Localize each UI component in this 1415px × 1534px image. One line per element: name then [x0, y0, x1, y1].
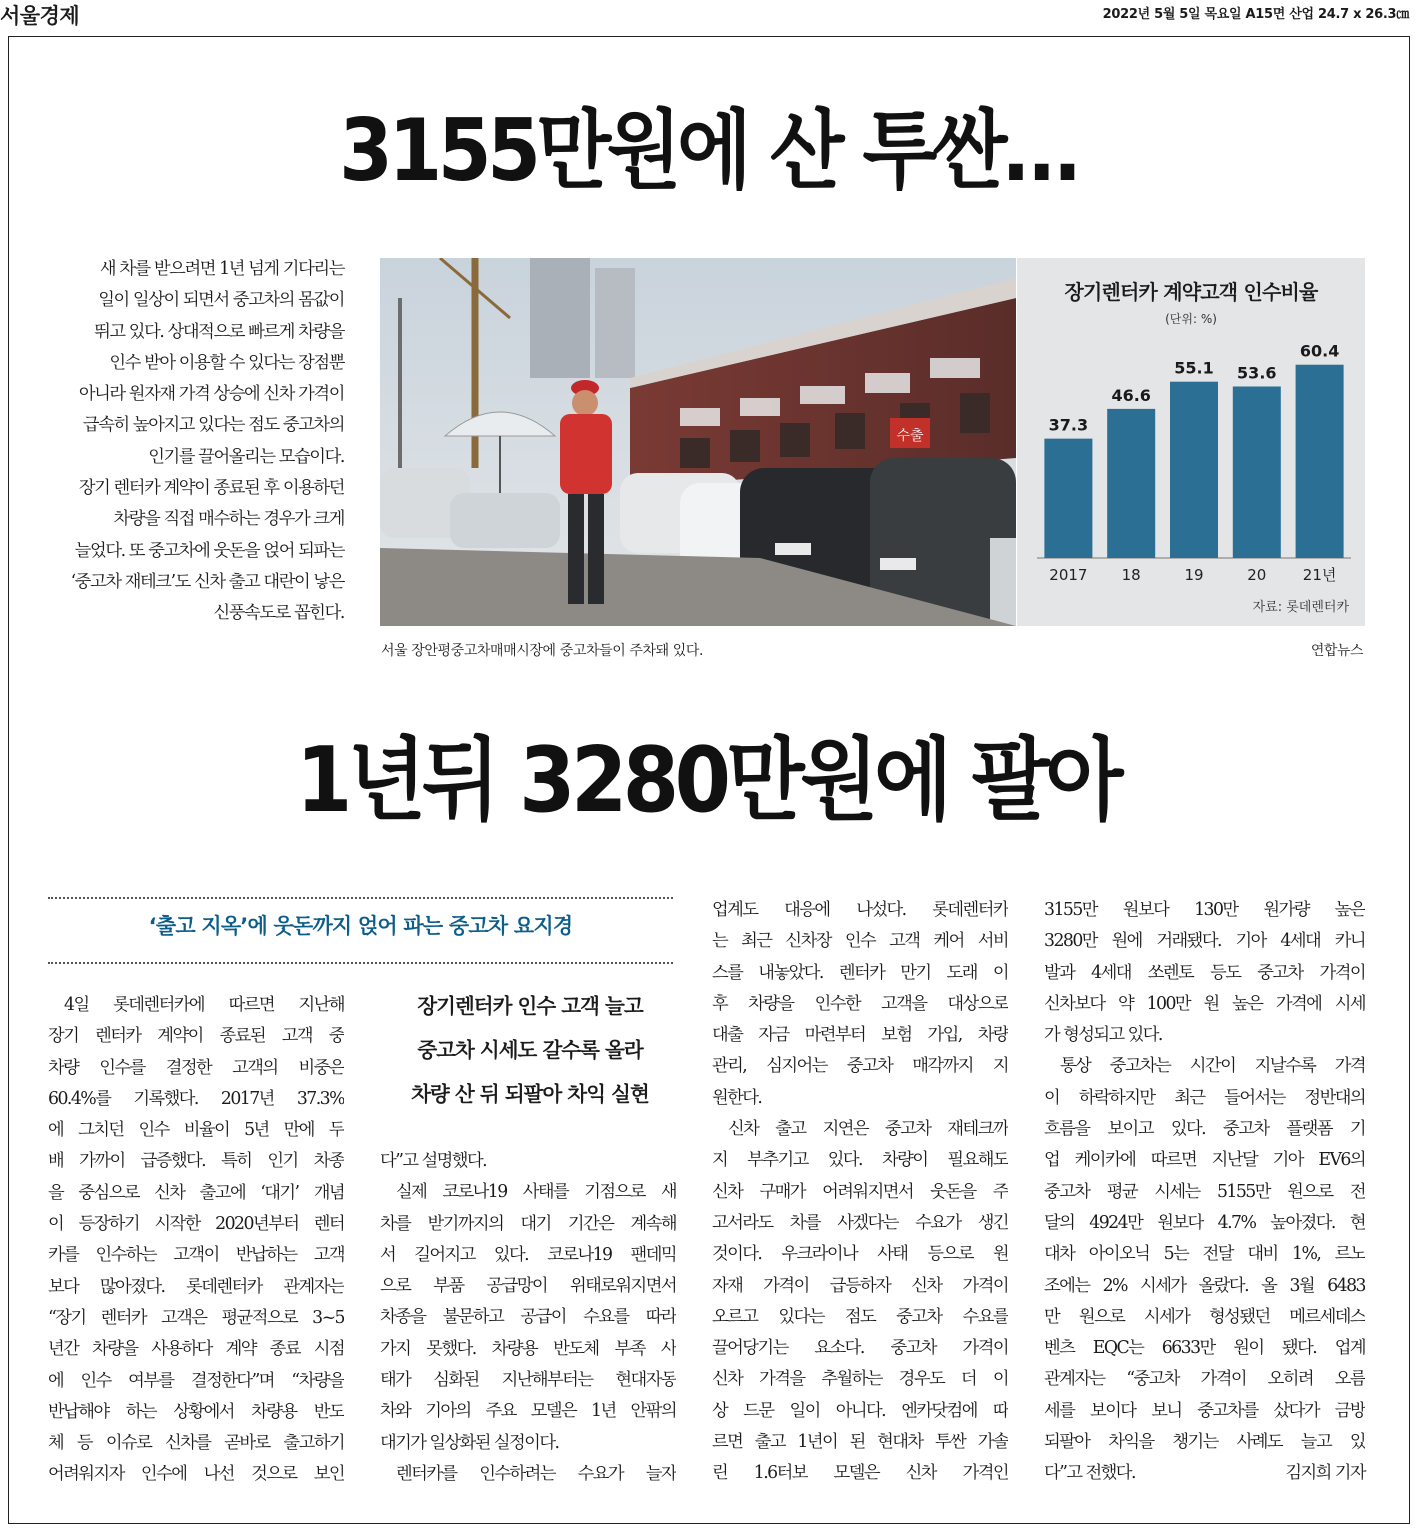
body-line: 린 1.6터보 모델은 신차 가격인 [712, 1463, 1008, 1484]
body-line: 차종을 불문하고 공급이 수요를 따라 [380, 1307, 676, 1328]
body-line: 이 등장하기 시작한 2020년부터 렌터 [48, 1214, 344, 1235]
body-line: 스를 내놓았다. 렌터카 만기 도래 이 [712, 962, 1008, 983]
lede-line: 급속히 높아지고 있다는 점도 중고차의 [82, 415, 344, 436]
body-line: 발과 4세대 쏘렌토 등도 중고차 가격이 [1044, 962, 1365, 983]
body-line: 보다 많아졌다. 롯데렌터카 관계자는 [48, 1276, 344, 1297]
body-line: 렌터카를 인수하려는 수요가 늘자 [396, 1463, 676, 1484]
body-line: 을 중심으로 신차 출고에 ‘대기’ 개념 [48, 1182, 344, 1203]
lede-line: 인수 받아 이용할 수 있다는 장점뿐 [109, 352, 344, 373]
body-line: “장기 렌터카 고객은 평균적으로 3~5 [48, 1307, 344, 1328]
body-line: 서 길어지고 있다. 코로나19 팬데믹 [380, 1244, 676, 1265]
body-line: 4일 롯데렌터카에 따르면 지난해 [64, 995, 344, 1015]
body-line: 체 등 이슈로 신차를 곧바로 출고하기 [48, 1433, 344, 1454]
body-line: 차를 받기까지의 대기 기간은 계속해 [380, 1213, 676, 1234]
bar-chart [1017, 258, 1365, 626]
body-line: 차와 기아의 주요 모델은 1년 안팎의 [380, 1401, 676, 1422]
chart-panel [1017, 258, 1365, 626]
body-line: 60.4%를 기록했다. 2017년 37.3% [48, 1088, 344, 1109]
body-line: 지 부추기고 있다. 차량이 필요해도 [712, 1150, 1008, 1171]
lede-line: 아니라 원자재 가격 상승에 신차 가격이 [78, 384, 344, 405]
body-line: 관리, 심지어는 중고차 매각까지 지 [712, 1056, 1008, 1077]
pull-quote [380, 984, 680, 1116]
chart-x-tick-label: 19 [1184, 566, 1204, 584]
body-line: 이 하락하지만 최근 들어서는 정반대의 [1044, 1087, 1365, 1108]
body-line: 중고차 평균 시세는 5155만 원으로 전 [1044, 1181, 1365, 1202]
body-line: 다”고 설명했다. [380, 1151, 487, 1171]
body-line: 에 인수 여부를 결정한다”며 “차량을 [48, 1370, 344, 1391]
body-line: 고서라도 차를 사겠다는 수요가 생긴 [712, 1212, 1008, 1233]
lede-line: ‘중고차 재테크’도 신차 출고 대란이 낳은 [70, 571, 344, 592]
body-line: 끌어당기는 요소다. 중고차 가격이 [712, 1338, 1008, 1359]
chart-data-label: 55.1 [1174, 358, 1214, 378]
lede-line: 새 차를 받으려면 1년 넘게 기다리는 [99, 259, 344, 279]
pull-quote-line: 중고차 시세도 갈수록 올라 [417, 1038, 643, 1062]
body-line: 으로 부품 공급망이 위태로워지면서 [380, 1276, 676, 1297]
lede-line: 일이 일상이 되면서 중고차의 몸값이 [98, 290, 344, 311]
lede-paragraph [40, 254, 344, 630]
lede-line: 뛰고 있다. 상대적으로 빠르게 차량을 [94, 321, 344, 342]
body-line: 가지 못했다. 차량용 반도체 부족 사 [380, 1338, 676, 1359]
photo-caption: 서울 장안평중고차매매시장에 중고차들이 주차돼 있다. [381, 643, 704, 659]
newspaper-masthead: 서울경제 [0, 4, 80, 28]
chart-bar [1170, 382, 1218, 558]
subhead: ‘출고 지옥’에 웃돈까지 얹어 파는 중고차 요지경 [148, 914, 573, 938]
body-line: 배 가까이 급증했다. 특히 인기 차종 [48, 1151, 344, 1172]
body-line: 자재 가격이 급등하자 신차 가격이 [712, 1275, 1008, 1296]
body-line: 다”고 전했다. [1044, 1463, 1135, 1484]
lede-line: 인기를 끌어올리는 모습이다. [148, 446, 344, 467]
chart-bar [1044, 439, 1092, 558]
chart-bar [1296, 365, 1344, 558]
body-line: 업계도 대응에 나섰다. 롯데렌터카 [712, 900, 1008, 920]
body-column-2 [380, 1146, 676, 1490]
lede-line: 장기 렌터카 계약이 종료된 후 이용하던 [78, 478, 344, 499]
body-line: 원한다. [712, 1087, 762, 1108]
body-line: 년간 차량을 사용하다 계약 종료 시점 [48, 1339, 344, 1360]
headline-top: 3155만원에 산 투싼… [339, 101, 1076, 201]
body-line: 대출 자금 마련부터 보험 가입, 차량 [712, 1025, 1008, 1046]
chart-x-tick-label: 18 [1121, 566, 1141, 584]
body-line: 오르고 있다는 점도 중고차 수요를 [712, 1306, 1008, 1327]
chart-unit: (단위: %) [1165, 312, 1217, 326]
body-line: 에 그치던 인수 비율이 5년 만에 두 [48, 1120, 344, 1141]
body-line: 통상 중고차는 시간이 지날수록 가격 [1060, 1056, 1365, 1077]
chart-x-tick-label: 20 [1247, 566, 1267, 584]
body-column-1 [48, 990, 344, 1491]
body-line: 3280만 원에 거래됐다. 기아 4세대 카니 [1044, 931, 1365, 952]
body-line: 실제 코로나19 사태를 기점으로 새 [396, 1182, 676, 1203]
headline-bottom: 1년뒤 3280만원에 팔아 [296, 728, 1119, 833]
body-line: 벤츠 EQC는 6633만 원이 됐다. 업계 [1044, 1338, 1365, 1359]
chart-bar [1233, 386, 1281, 558]
chart-data-label: 46.6 [1111, 385, 1151, 405]
chart-data-label: 37.3 [1048, 415, 1089, 435]
chart-data-label: 53.6 [1237, 363, 1277, 383]
chart-x-tick-label: 21년 [1302, 566, 1337, 584]
subhead-rule-top [48, 897, 673, 899]
photo-credit: 연합뉴스 [1310, 643, 1363, 659]
body-line: 신차보다 약 100만 원 높은 가격에 시세 [1044, 993, 1365, 1014]
body-line: 업 케이카에 따르면 지난달 기아 EV6의 [1044, 1150, 1365, 1171]
body-line: 만 원으로 시세가 형성됐던 메르세데스 [1044, 1306, 1365, 1327]
chart-bar [1107, 409, 1155, 558]
body-column-3 [712, 895, 1008, 1490]
body-line: 세를 보이다 보니 중고차를 샀다가 금방 [1044, 1400, 1365, 1421]
closing-line [1044, 1458, 1365, 1489]
lede-line: 늘었다. 또 중고차에 웃돈을 얹어 되파는 [74, 540, 344, 561]
body-line: 되팔아 차익을 챙기는 사례도 늘고 있 [1044, 1432, 1365, 1453]
body-line: 달의 4924만 원보다 4.7% 높아졌다. 현 [1044, 1212, 1365, 1233]
byline: 김지희 기자 [1285, 1463, 1365, 1484]
body-line: 반납해야 하는 상황에서 차량용 반도 [48, 1401, 344, 1422]
body-line: 태가 심화된 지난해부터는 현대자동 [380, 1370, 676, 1391]
body-line: 것이다. 우크라이나 사태 등으로 원 [712, 1244, 1008, 1265]
chart-data-label: 60.4 [1299, 341, 1340, 361]
sign-export: 수출 [896, 428, 924, 444]
publication-dateline: 2022년 5월 5일 목요일 A15면 산업 24.7 x 26.3㎝ [1102, 7, 1409, 22]
body-line: 흐름을 보이고 있다. 중고차 플랫폼 기 [1044, 1119, 1365, 1140]
body-line: 신차 가격을 추월하는 경우도 더 이 [712, 1369, 1008, 1390]
chart-x-tick-label: 2017 [1049, 566, 1088, 584]
body-line: 차량 인수를 결정한 고객의 비중은 [48, 1057, 344, 1078]
body-line: 대차 아이오닉 5는 전달 대비 1%, 르노 [1044, 1244, 1365, 1265]
body-line: 신차 구매가 어려워지면서 웃돈을 주 [712, 1181, 1008, 1202]
body-line: 신차 출고 지연은 중고차 재테크까 [728, 1119, 1008, 1140]
subhead-rule-bottom [48, 962, 673, 964]
chart-title: 장기렌터카 계약고객 인수비율 [1064, 280, 1318, 304]
pull-quote-line: 장기렌터카 인수 고객 늘고 [417, 994, 643, 1018]
pull-quote-line: 차량 산 뒤 되팔아 차익 실현 [411, 1082, 649, 1106]
body-line: 가 형성되고 있다. [1044, 1025, 1162, 1046]
body-line: 카를 인수하는 고객이 반납하는 고객 [48, 1245, 344, 1266]
body-line: 조에는 2% 시세가 올랐다. 올 3월 6483 [1044, 1275, 1365, 1296]
body-line: 3155만 원보다 130만 원가량 높은 [1044, 900, 1365, 920]
body-line: 르면 출고 1년이 된 현대차 투싼 가솔 [712, 1432, 1008, 1453]
lede-line: 차량을 직접 매수하는 경우가 크게 [113, 509, 344, 530]
chart-source: 자료: 롯데렌터카 [1252, 600, 1349, 615]
body-line: 관계자는 “중고차 가격이 오히려 오름 [1044, 1369, 1365, 1390]
body-line: 후 차량을 인수한 고객을 대상으로 [712, 993, 1008, 1014]
body-column-4 [1044, 895, 1365, 1490]
body-line: 는 최근 신차장 인수 고객 케어 서비 [712, 931, 1008, 952]
news-photo-used-car-market [380, 258, 1016, 626]
body-line: 장기 렌터카 계약이 종료된 고객 중 [48, 1026, 344, 1047]
body-line: 대기가 일상화된 실정이다. [380, 1432, 559, 1453]
lede-line: 신풍속도로 꼽힌다. [213, 603, 344, 624]
body-line: 어려워지자 인수에 나선 것으로 보인 [48, 1464, 344, 1485]
body-line: 상 드문 일이 아니다. 엔카닷컴에 따 [712, 1400, 1008, 1421]
